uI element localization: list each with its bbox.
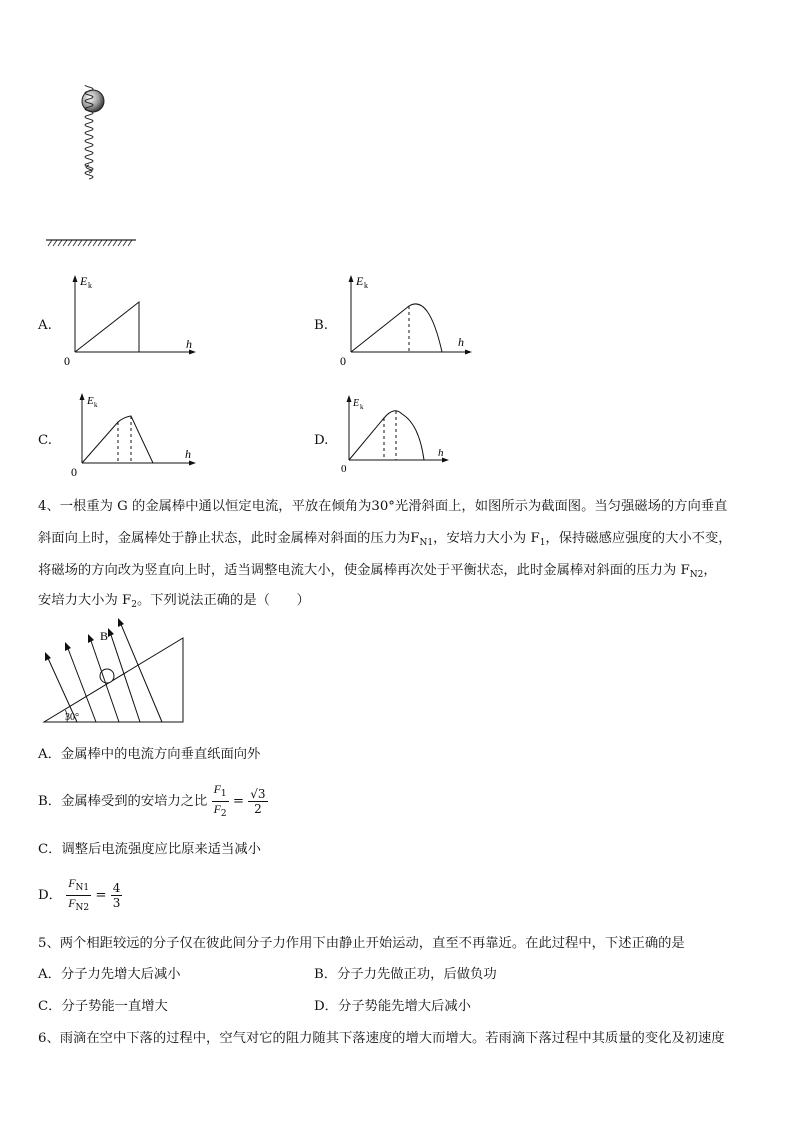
q5-option-a: A．分子力先增大后减小: [38, 967, 181, 982]
angle-label: 30°: [65, 712, 79, 723]
option-c-label: C.: [38, 433, 52, 448]
metal-rod: [100, 669, 114, 683]
x-label: h: [185, 447, 191, 461]
q5-option-b: B．分子力先做正功，后做负功: [314, 967, 497, 982]
curve: [351, 304, 442, 352]
graph-b: [334, 272, 476, 372]
incline-figure: [40, 618, 190, 730]
fraction-sqrt3-2: $\frac{√3}{2}$: [250, 787, 266, 816]
y-label: E: [356, 274, 364, 288]
q4-line-2: 斜面向上时，金属棒处于静止状态，此时金属棒对斜面的压力为$F_{N1}$，安培力大小为 $F_1$，保持磁感应强度的大小不变，: [38, 531, 732, 548]
y-sub: k: [360, 403, 364, 411]
q4-line-4: 安培力大小为 $F_2$。下列说法正确的是（ ）: [38, 593, 310, 610]
curve: [75, 302, 139, 352]
q4-option-c: C．调整后电流强度应比原来适当减小: [38, 842, 261, 857]
origin: 0: [64, 354, 70, 368]
q5-stem: 5、两个相距较远的分子仅在彼此间分子力作用下由静止开始运动，直至不再靠近。在此过程中，下述正确的是: [38, 936, 685, 951]
q4-line-3: 将磁场的方向改为竖直向上时，适当调整电流大小，使金属棒再次处于平衡状态，此时金属棒对斜面的压力为 $F_{N2}$，: [38, 563, 717, 580]
option-b-label: B.: [314, 318, 328, 333]
origin: 0: [71, 465, 77, 479]
curve: [349, 411, 424, 460]
graph-d: [334, 392, 476, 482]
fraction-4-3: $\frac{4}{3}$: [112, 881, 121, 910]
q4-option-b: B．金属棒受到的安培力之比 $\frac{F_1}{F_2}$ = $\frac{√3}{2}$: [38, 782, 266, 819]
origin: 0: [340, 354, 346, 368]
x-label: h: [438, 447, 444, 459]
q6-stem: 6、雨滴在空中下落的过程中，空气对它的阻力随其下落速度的增大而增大。若雨滴下落过程中其质量的变化及初速度: [38, 1031, 725, 1046]
y-label: E: [80, 274, 88, 288]
q5-option-c: C．分子势能一直增大: [38, 999, 168, 1014]
q4-option-d: D． $\frac{F_{N1}}{F_{N2}}$ = $\frac{4}{3}$: [38, 876, 121, 913]
graph-c: [58, 390, 200, 485]
y-sub: k: [88, 281, 92, 290]
incline: [44, 638, 183, 722]
q4-option-a: A．金属棒中的电流方向垂直纸面向外: [38, 747, 261, 762]
x-label: h: [186, 337, 192, 351]
fraction-fn1-fn2: $\frac{F_{N1}}{F_{N2}}$: [68, 876, 90, 913]
q5-option-d: D．分子势能先增大后减小: [314, 999, 471, 1014]
fraction-f1-f2: $\frac{F_1}{F_2}$: [213, 782, 227, 819]
ball-spring-figure: [40, 85, 150, 255]
q4-line-1: 4、一根重为 G 的金属棒中通以恒定电流，平放在倾角为30°光滑斜面上，如图所示为截面图。当匀强磁场的方向垂直: [38, 499, 728, 514]
y-label: E: [353, 398, 360, 409]
y-label: E: [87, 395, 94, 407]
x-label: h: [458, 335, 464, 349]
y-sub: k: [94, 401, 98, 409]
graph-a: [58, 272, 200, 372]
option-d-label: D.: [314, 433, 329, 448]
y-sub: k: [364, 281, 368, 290]
field-label: B: [100, 629, 109, 643]
option-a-label: A.: [38, 318, 52, 333]
ground-hatch: [48, 240, 132, 246]
origin: 0: [341, 463, 347, 475]
